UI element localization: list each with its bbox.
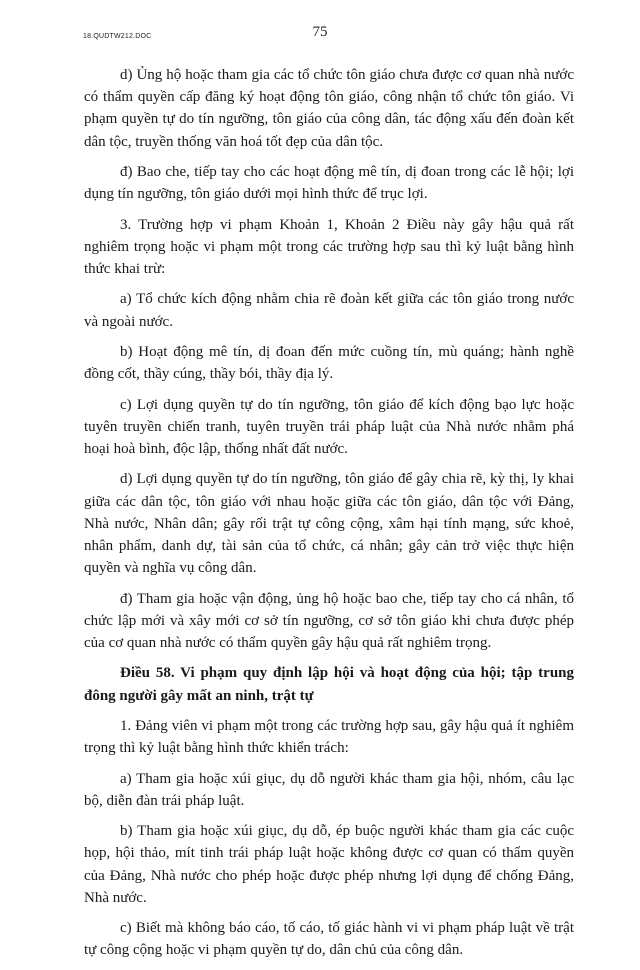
paragraph-58-1: 1. Đảng viên vi phạm một trong các trường hợp sau, gây hậu quả ít nghiêm trọng thì kỷ luật bằng hình thức khiển trách:	[84, 717, 574, 757]
file-label: 18.QUDTW212.DOC	[83, 33, 152, 40]
paragraph-1d: d) Ủng hộ hoặc tham gia các tổ chức tôn giáo chưa được cơ quan nhà nước có thẩm quyền cấp đăng ký hoạt động tôn giáo, công nhận tổ chức tôn giáo. Vi phạm quyền tự do tín ngưỡng, tôn giáo của công dân, tác động xấu đến đoàn kết dân tộc, truyền thống văn hoá tốt đẹp của dân tộc.	[84, 67, 574, 150]
paragraph-58-1a: a) Tham gia hoặc xúi giục, dụ dỗ người khác tham gia hội, nhóm, câu lạc bộ, diễn đàn trái pháp luật.	[84, 770, 574, 809]
paragraph-3: 3. Trường hợp vi phạm Khoản 1, Khoản 2 Điều này gây hậu quả rất nghiêm trọng hoặc vi phạm một trong các trường hợp sau thì kỷ luật bằng hình thức khai trừ:	[84, 216, 574, 277]
page-number: 75	[312, 24, 328, 40]
paragraph-58-1c: c) Biết mà không báo cáo, tố cáo, tố giác hành vi vi phạm pháp luật về trật tự công cộng hoặc vi phạm quyền tự do, dân chủ của công dân.	[84, 920, 574, 959]
paragraph-1dd: đ) Bao che, tiếp tay cho các hoạt động mê tín, dị đoan trong các lễ hội; lợi dụng tín ngưỡng, tôn giáo dưới mọi hình thức để trục lợi.	[84, 164, 574, 203]
paragraph-3dd: đ) Tham gia hoặc vận động, ủng hộ hoặc bao che, tiếp tay cho cá nhân, tổ chức lập mới và xây mới cơ sở tín ngưỡng, cơ sở tôn giáo khi chưa được phép của cơ quan nhà nước có thẩm quyền gây hậu quả rất nghiêm trọng.	[84, 590, 574, 651]
paragraph-3d: d) Lợi dụng quyền tự do tín ngưỡng, tôn giáo để gây chia rẽ, kỳ thị, ly khai giữa các dân tộc, tôn giáo với nhau hoặc giữa các tôn giáo, dân tộc với Đảng, Nhà nước, Nhân dân; gây rối trật tự công cộng, xâm hại tính mạng, sức khoẻ, nhân phẩm, danh dự, tài sản của tổ chức, cá nhân; gây cản trở việc thực hiện quyền và nghĩa vụ công dân.	[84, 471, 574, 577]
article-58-heading: Điều 58. Vi phạm quy định lập hội và hoạt động của hội; tập trung đông người gây mất an ninh, trật tự	[84, 665, 574, 704]
document-body	[84, 64, 574, 970]
paragraph-3a: a) Tổ chức kích động nhằm chia rẽ đoàn kết giữa các tôn giáo trong nước và ngoài nước.	[84, 291, 574, 330]
paragraph-58-1b: b) Tham gia hoặc xúi giục, dụ dỗ, ép buộc người khác tham gia các cuộc họp, hội thảo, mít tinh trái pháp luật hoặc không được cơ quan có thẩm quyền của Đảng, Nhà nước cho phép hoặc được phép nhưng lợi dụng để chống Đảng, Nhà nước.	[84, 823, 574, 906]
paragraph-3b: b) Hoạt động mê tín, dị đoan đến mức cuồng tín, mù quáng; hành nghề đồng cốt, thầy cúng, thầy bói, thầy địa lý.	[84, 343, 574, 383]
paragraph-3c: c) Lợi dụng quyền tự do tín ngưỡng, tôn giáo để kích động bạo lực hoặc tuyên truyền chiến tranh, tuyên truyền trái pháp luật của Nhà nước nhằm phá hoại hoà bình, độc lập, thống nhất đất nước.	[84, 396, 574, 457]
